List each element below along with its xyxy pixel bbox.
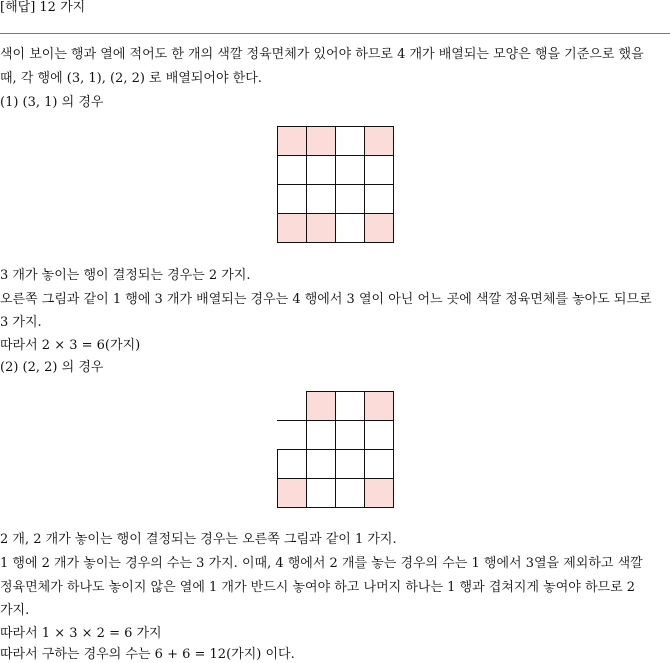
cell xyxy=(336,450,365,479)
cell xyxy=(365,156,394,185)
cell xyxy=(307,185,336,214)
cell xyxy=(307,479,336,508)
cell xyxy=(307,127,336,156)
case2-text-6: 따라서 구하는 경우의 수는 6 + 6 = 12(가지) 이다. xyxy=(0,647,295,662)
intro-line-2: 때, 각 행에 (3, 1), (2, 2) 로 배열되어야 한다. xyxy=(0,71,262,86)
cell xyxy=(365,421,394,450)
cell xyxy=(278,214,307,243)
cell xyxy=(365,214,394,243)
cell xyxy=(365,392,394,421)
cell xyxy=(278,421,307,450)
cell xyxy=(365,450,394,479)
cell xyxy=(336,127,365,156)
cell xyxy=(307,214,336,243)
cell xyxy=(278,185,307,214)
cell xyxy=(307,421,336,450)
cell xyxy=(336,156,365,185)
case2-text-2: 1 행에 2 개가 놓이는 경우의 수는 3 가지. 이때, 4 행에서 2 개를 놓는 경우의 수는 1 행에서 3열을 제외하고 색깔 xyxy=(0,556,643,571)
cell xyxy=(336,421,365,450)
cell xyxy=(278,127,307,156)
cell xyxy=(365,127,394,156)
grid-case1 xyxy=(277,126,394,243)
answer-header: [해답] 12 가지 xyxy=(0,0,86,15)
case2-text-4: 가지. xyxy=(0,603,30,618)
case2-title: (2) (2, 2) 의 경우 xyxy=(0,360,104,375)
cell xyxy=(278,156,307,185)
cell xyxy=(336,479,365,508)
cell xyxy=(307,392,336,421)
case1-title: (1) (3, 1) 의 경우 xyxy=(0,95,104,110)
cell xyxy=(336,392,365,421)
case2-text-1: 2 개, 2 개가 놓이는 행이 결정되는 경우는 오른쪽 그림과 같이 1 가지. xyxy=(0,532,397,547)
cell xyxy=(278,392,307,421)
cell xyxy=(365,185,394,214)
case2-text-5: 따라서 1 × 3 × 2 = 6 가지 xyxy=(0,626,162,641)
case1-text-2: 오른쪽 그림과 같이 1 행에 3 개가 배열되는 경우는 4 행에서 3 열이 아닌 어느 곳에 색깔 정육면체를 놓아도 되므로 xyxy=(0,292,652,307)
case1-text-4: 따라서 2 × 3 = 6(가지) xyxy=(0,338,141,353)
cell xyxy=(336,185,365,214)
cell xyxy=(336,214,365,243)
intro-line-1: 색이 보이는 행과 열에 적어도 한 개의 색깔 정육면체가 있어야 하므로 4 개가 배열되는 모양은 행을 기준으로 했을 xyxy=(0,47,644,62)
cell xyxy=(307,156,336,185)
case2-text-3: 정육면체가 하나도 놓이지 않은 열에 1 개가 반드시 놓여야 하고 나머지 하나는 1 행과 겹쳐지게 놓여야 하므로 2 xyxy=(0,580,636,595)
cell xyxy=(307,450,336,479)
cell xyxy=(278,479,307,508)
cell xyxy=(278,450,307,479)
case1-text-3: 3 가지. xyxy=(0,315,42,330)
divider xyxy=(0,33,670,34)
case1-text-1: 3 개가 놓이는 행이 결정되는 경우는 2 가지. xyxy=(0,268,251,283)
cell xyxy=(365,479,394,508)
grid-case2 xyxy=(277,391,394,508)
